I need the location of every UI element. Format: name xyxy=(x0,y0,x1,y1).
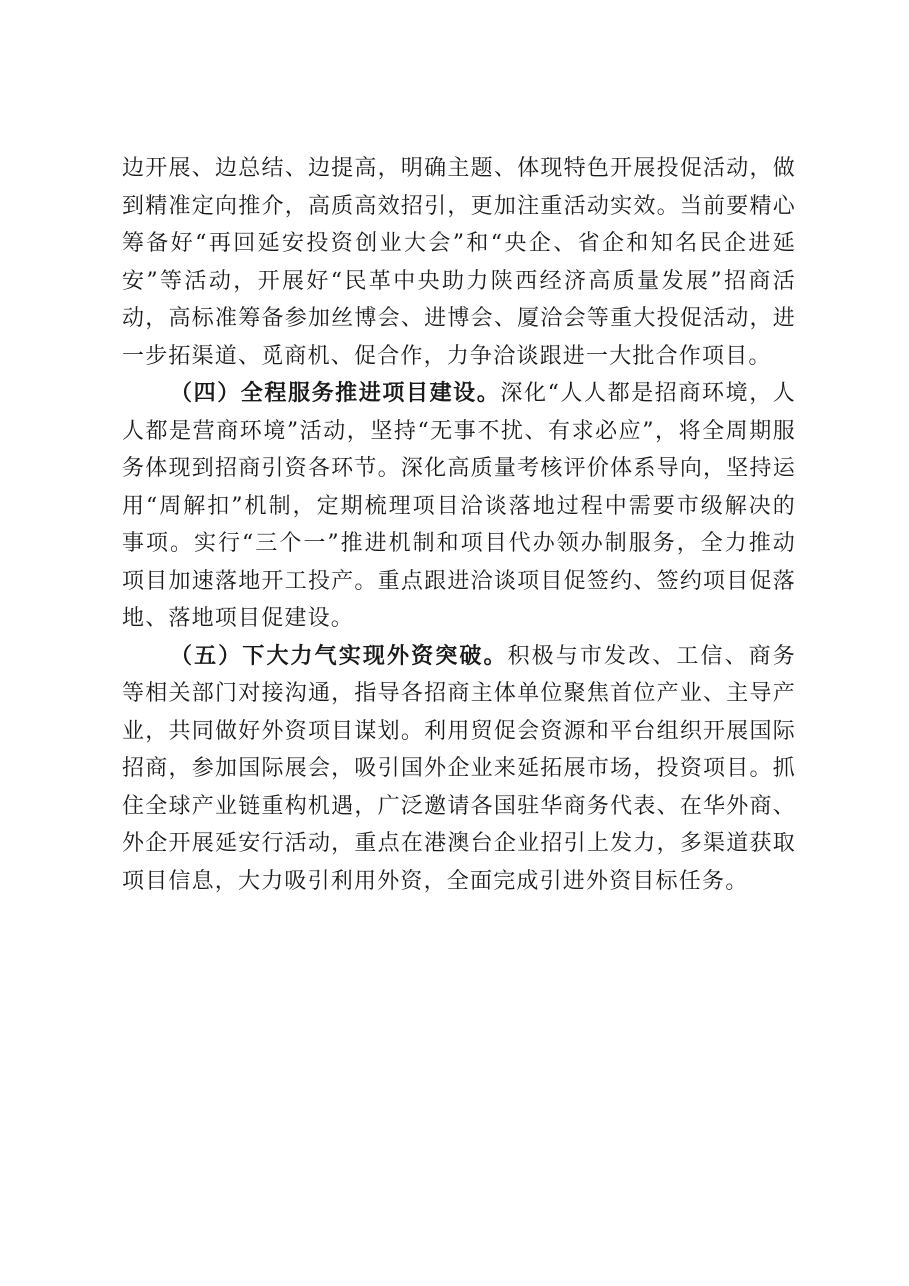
paragraph-text: 积极与市发改、工信、商务等相关部门对接沟通，指导各招商主体单位聚焦首位产业、主导产业，共同做好外资项目谋划。利用贸促会资源和平台组织开展国际招商，参加国际展会，吸引国外企业来延拓展市场，投资项目。抓住全球产业链重构机遇，广泛邀请各国驻华商务代表、在华外商、外企开展延安行活动，重点在港澳台企业招引上发力，多渠道获取项目信息，大力吸引利用外资，全面完成引进外资目标任务。 xyxy=(122,643,796,894)
section-heading: （四）全程服务推进项目建设。 xyxy=(170,380,501,406)
section-heading: （五）下大力气实现外资突破。 xyxy=(170,642,508,669)
paragraph-section-four xyxy=(122,375,796,638)
paragraph-section-five xyxy=(122,638,796,901)
paragraph-text: 边开展、边总结、边提高，明确主题、体现特色开展投促活动，做到精准定向推介，高质高效招引，更加注重活动实效。当前要精心筹备好“再回延安投资创业大会”和“央企、省企和知名民企进延安”等活动，开展好“民革中央助力陕西经济高质量发展”招商活动，高标准筹备参加丝博会、进博会、厦洽会等重大投促活动，进一步拓渠道、觅商机、促合作，力争洽谈跟进一大批合作项目。 xyxy=(122,156,796,369)
paragraph-continuation xyxy=(122,150,796,375)
paragraph-text: 深化“人人都是招商环境，人人都是营商环境”活动，坚持“无事不扰、有求必应”，将全周期服务体现到招商引资各环节。深化高质量考核评价体系导向，坚持运用“周解扣”机制，定期梳理项目洽谈落地过程中需要市级解决的事项。实行“三个一”推进机制和项目代办领办制服务，全力推动项目加速落地开工投产。重点跟进洽谈项目促签约、签约项目促落地、落地项目促建设。 xyxy=(122,381,796,631)
document-body xyxy=(122,150,796,900)
